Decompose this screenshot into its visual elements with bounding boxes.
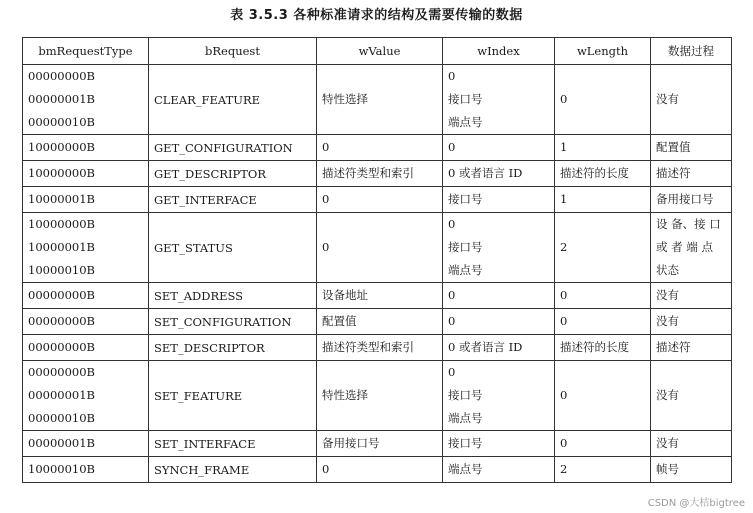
cell-bmrequesttype-line: 00000000B	[28, 288, 95, 302]
cell-data-stage-line: 状态	[656, 263, 679, 277]
cell-wlength-line: 0	[560, 92, 568, 106]
cell-brequest: SET_INTERFACE	[149, 431, 317, 457]
table-body	[23, 65, 732, 483]
cell-bmrequesttype-line: 10000000B	[28, 217, 95, 231]
cell-wvalue-line: 备用接口号	[322, 436, 380, 450]
cell-wvalue	[317, 457, 443, 483]
cell-windex-line: 端点号	[448, 411, 483, 425]
cell-wlength-line: 1	[560, 140, 568, 154]
cell-bmrequesttype	[23, 65, 149, 135]
cell-data-stage-line: 没有	[656, 288, 679, 302]
cell-wvalue	[317, 135, 443, 161]
table-row	[23, 161, 732, 187]
cell-data-stage	[651, 431, 732, 457]
cell-brequest: SET_DESCRIPTOR	[149, 335, 317, 361]
cell-windex	[443, 283, 555, 309]
cell-windex	[443, 187, 555, 213]
cell-windex-line: 0	[448, 314, 456, 328]
cell-windex-line: 接口号	[448, 388, 483, 402]
cell-wlength-line: 描述符的长度	[560, 166, 629, 180]
cell-bmrequesttype-line: 00000001B	[28, 92, 95, 106]
col-header-windex: wIndex	[443, 38, 555, 65]
cell-data-stage	[651, 213, 732, 283]
cell-wlength	[555, 457, 651, 483]
cell-windex	[443, 161, 555, 187]
table-row	[23, 309, 732, 335]
cell-bmrequesttype-line: 00000010B	[28, 411, 95, 425]
cell-bmrequesttype-line: 00000000B	[28, 365, 95, 379]
cell-data-stage-line: 描述符	[656, 166, 691, 180]
cell-bmrequesttype-line: 10000010B	[28, 462, 95, 476]
cell-wvalue-line: 0	[322, 140, 330, 154]
cell-data-stage-line: 描述符	[656, 340, 691, 354]
cell-wvalue-line: 设备地址	[322, 288, 368, 302]
cell-windex-line: 0	[448, 365, 456, 379]
cell-windex-line: 0 或者语言 ID	[448, 340, 523, 354]
cell-data-stage	[651, 309, 732, 335]
cell-wlength	[555, 135, 651, 161]
table-caption: 表 3.5.3 各种标准请求的结构及需要传输的数据	[230, 8, 523, 23]
cell-data-stage	[651, 361, 732, 431]
cell-wvalue-line: 0	[322, 240, 330, 254]
col-header-wvalue: wValue	[317, 38, 443, 65]
table-row	[23, 335, 732, 361]
cell-wvalue	[317, 361, 443, 431]
cell-bmrequesttype-line: 00000001B	[28, 436, 95, 450]
cell-data-stage-line: 配置值	[656, 140, 691, 154]
cell-bmrequesttype	[23, 187, 149, 213]
cell-wlength-line: 0	[560, 388, 568, 402]
cell-bmrequesttype	[23, 431, 149, 457]
cell-data-stage-line: 没有	[656, 314, 679, 328]
cell-data-stage	[651, 187, 732, 213]
cell-data-stage	[651, 161, 732, 187]
cell-wlength-line: 2	[560, 462, 568, 476]
cell-wvalue-line: 描述符类型和索引	[322, 166, 414, 180]
table-row	[23, 65, 732, 135]
cell-bmrequesttype	[23, 361, 149, 431]
cell-bmrequesttype	[23, 335, 149, 361]
cell-windex-line: 0	[448, 69, 456, 83]
cell-windex	[443, 431, 555, 457]
cell-wvalue	[317, 65, 443, 135]
table-row	[23, 213, 732, 283]
cell-wvalue-line: 特性选择	[322, 388, 368, 402]
cell-bmrequesttype-line: 00000000B	[28, 314, 95, 328]
cell-bmrequesttype-line: 10000000B	[28, 166, 95, 180]
cell-wvalue	[317, 161, 443, 187]
cell-wlength-line: 0	[560, 436, 568, 450]
cell-windex-line: 端点号	[448, 263, 483, 277]
cell-windex-line: 0	[448, 288, 456, 302]
cell-data-stage-line: 或 者 端 点	[656, 240, 713, 254]
cell-data-stage-line: 没有	[656, 388, 679, 402]
cell-wlength-line: 1	[560, 192, 568, 206]
cell-wlength	[555, 361, 651, 431]
cell-wvalue	[317, 335, 443, 361]
cell-data-stage-line: 没有	[656, 92, 679, 106]
cell-wlength-line: 0	[560, 288, 568, 302]
cell-brequest: SET_CONFIGURATION	[149, 309, 317, 335]
table-row	[23, 361, 732, 431]
cell-brequest: GET_CONFIGURATION	[149, 135, 317, 161]
cell-brequest: GET_DESCRIPTOR	[149, 161, 317, 187]
table-row	[23, 187, 732, 213]
cell-wvalue	[317, 213, 443, 283]
col-header-wlength: wLength	[555, 38, 651, 65]
cell-data-stage	[651, 457, 732, 483]
cell-wlength-line: 2	[560, 240, 568, 254]
cell-wvalue-line: 配置值	[322, 314, 357, 328]
cell-bmrequesttype-line: 10000000B	[28, 140, 95, 154]
cell-wlength	[555, 65, 651, 135]
cell-wvalue	[317, 283, 443, 309]
cell-wlength	[555, 431, 651, 457]
cell-data-stage	[651, 283, 732, 309]
cell-bmrequesttype-line: 10000001B	[28, 240, 95, 254]
cell-windex	[443, 65, 555, 135]
cell-bmrequesttype	[23, 161, 149, 187]
cell-bmrequesttype-line: 00000001B	[28, 388, 95, 402]
cell-wvalue	[317, 187, 443, 213]
cell-bmrequesttype	[23, 283, 149, 309]
table-row	[23, 431, 732, 457]
cell-bmrequesttype-line: 10000001B	[28, 192, 95, 206]
table-row	[23, 135, 732, 161]
cell-wlength-line: 0	[560, 314, 568, 328]
cell-windex	[443, 135, 555, 161]
watermark: CSDN @大桔bigtree	[647, 498, 745, 509]
cell-wlength	[555, 283, 651, 309]
cell-wvalue-line: 描述符类型和索引	[322, 340, 414, 354]
cell-windex-line: 接口号	[448, 92, 483, 106]
cell-bmrequesttype	[23, 135, 149, 161]
cell-wlength	[555, 309, 651, 335]
col-header-data-stage: 数据过程	[651, 38, 732, 65]
cell-data-stage	[651, 135, 732, 161]
cell-data-stage-line: 帧号	[656, 462, 679, 476]
cell-wlength	[555, 335, 651, 361]
cell-brequest: SYNCH_FRAME	[149, 457, 317, 483]
cell-bmrequesttype	[23, 457, 149, 483]
cell-wvalue	[317, 431, 443, 457]
cell-windex-line: 端点号	[448, 462, 483, 476]
cell-windex-line: 接口号	[448, 436, 483, 450]
cell-windex-line: 0	[448, 217, 456, 231]
cell-windex-line: 0	[448, 140, 456, 154]
table-row	[23, 283, 732, 309]
cell-wvalue-line: 特性选择	[322, 92, 368, 106]
cell-windex	[443, 309, 555, 335]
cell-wlength	[555, 213, 651, 283]
cell-data-stage-line: 设 备、接 口	[656, 217, 721, 231]
cell-windex-line: 接口号	[448, 192, 483, 206]
cell-windex	[443, 213, 555, 283]
cell-bmrequesttype-line: 00000000B	[28, 340, 95, 354]
cell-bmrequesttype-line: 00000010B	[28, 115, 95, 129]
cell-brequest: SET_ADDRESS	[149, 283, 317, 309]
cell-wvalue	[317, 309, 443, 335]
cell-bmrequesttype	[23, 309, 149, 335]
cell-windex-line: 0 或者语言 ID	[448, 166, 523, 180]
cell-windex	[443, 457, 555, 483]
usb-standard-requests-table	[22, 37, 732, 483]
table-header-row	[23, 38, 732, 65]
cell-windex-line: 端点号	[448, 115, 483, 129]
col-header-brequest: bRequest	[149, 38, 317, 65]
cell-wlength-line: 描述符的长度	[560, 340, 629, 354]
cell-brequest: CLEAR_FEATURE	[149, 65, 317, 135]
cell-wvalue-line: 0	[322, 462, 330, 476]
cell-data-stage-line: 备用接口号	[656, 192, 714, 206]
cell-bmrequesttype	[23, 213, 149, 283]
cell-wvalue-line: 0	[322, 192, 330, 206]
cell-data-stage	[651, 65, 732, 135]
cell-brequest: GET_STATUS	[149, 213, 317, 283]
cell-data-stage	[651, 335, 732, 361]
cell-brequest: GET_INTERFACE	[149, 187, 317, 213]
cell-windex-line: 接口号	[448, 240, 483, 254]
cell-bmrequesttype-line: 00000000B	[28, 69, 95, 83]
cell-windex	[443, 335, 555, 361]
cell-windex	[443, 361, 555, 431]
cell-wlength	[555, 187, 651, 213]
table-row	[23, 457, 732, 483]
cell-brequest: SET_FEATURE	[149, 361, 317, 431]
cell-bmrequesttype-line: 10000010B	[28, 263, 95, 277]
col-header-bmrequesttype: bmRequestType	[23, 38, 149, 65]
cell-data-stage-line: 没有	[656, 436, 679, 450]
cell-wlength	[555, 161, 651, 187]
